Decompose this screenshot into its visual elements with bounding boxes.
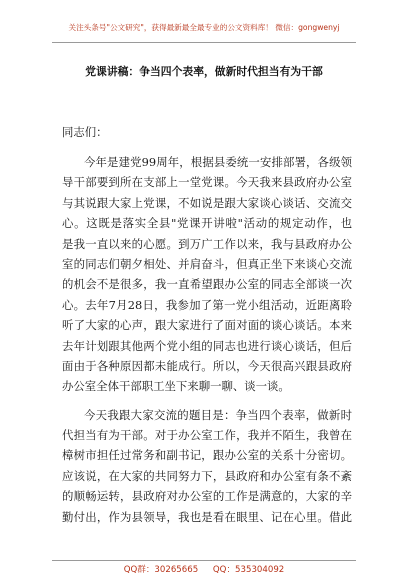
- paragraph-1: [62, 152, 352, 397]
- document-body: [62, 122, 352, 527]
- text-line: 面由于各种原因都未能成行。所以，今天很高兴跟县政府: [62, 358, 352, 373]
- text-line: 室的同志们朝夕相处、并肩奋斗，但真正坐下来谈心交流: [62, 256, 352, 271]
- text-line: 导干部要到所在支部上一堂党课。今天我来县政府办公室: [62, 175, 352, 190]
- text-line: 与其说跟大家上党课，不如说是跟大家谈心谈话、交流交: [62, 195, 352, 210]
- text-line: 心。去年7月28日，我参加了第一党小组活动，近距离聆: [62, 297, 352, 312]
- text-line: 樟树市担任过常务和副书记，跟办公室的关系十分密切。: [62, 448, 352, 463]
- text-line: 今天我跟大家交流的题目是：争当四个表率，做新时: [84, 407, 352, 422]
- paragraph-gap: [62, 397, 352, 405]
- text-line: 的机会不是很多，我一直希望跟办公室的同志全部谈一次: [62, 277, 352, 292]
- text-line: 办公室全体干部职工坐下来聊一聊、谈一谈。: [62, 379, 290, 394]
- text-line: 去年计划跟其他两个党小组的同志也进行谈心谈话，但后: [62, 338, 352, 353]
- header-notice: 关注头条号"公文研究"，获得最新最全最专业的公文资料库！ 微信：gongwenyj: [68, 23, 340, 32]
- qq-group-number: QQ群：30265665: [123, 565, 199, 575]
- text-line: 应该说，在大家的共同努力下，县政府和办公室有条不紊: [62, 468, 352, 483]
- text-line: 是我一直以来的心愿。到万广工作以来，我与县政府办公: [62, 236, 352, 251]
- paragraph-2: [62, 405, 352, 527]
- text-line: 听了大家的心声，跟大家进行了面对面的谈心谈话。本来: [62, 318, 352, 333]
- header-divider: [52, 42, 356, 43]
- greeting: 同志们：: [62, 125, 108, 139]
- document-title: 党课讲稿：争当四个表率，做新时代担当有为干部: [85, 65, 323, 78]
- footer-divider: [52, 560, 356, 561]
- text-line: 心。这既是落实全县"党课开讲啦"活动的规定动作，也: [62, 216, 352, 231]
- footer-contacts: [0, 563, 408, 575]
- text-line: 的顺畅运转，县政府对办公室的工作是满意的，大家的辛: [62, 489, 352, 504]
- text-line: 今年是建党99周年，根据县委统一安排部署，各级领: [84, 155, 352, 169]
- qq-number: QQ：535304092: [212, 565, 285, 575]
- text-line: 勤付出，作为县领导，我也是看在眼里、记在心里。借此: [62, 509, 352, 524]
- text-line: 代担当有为干部。对于办公室工作，我并不陌生，我曾在: [62, 428, 352, 443]
